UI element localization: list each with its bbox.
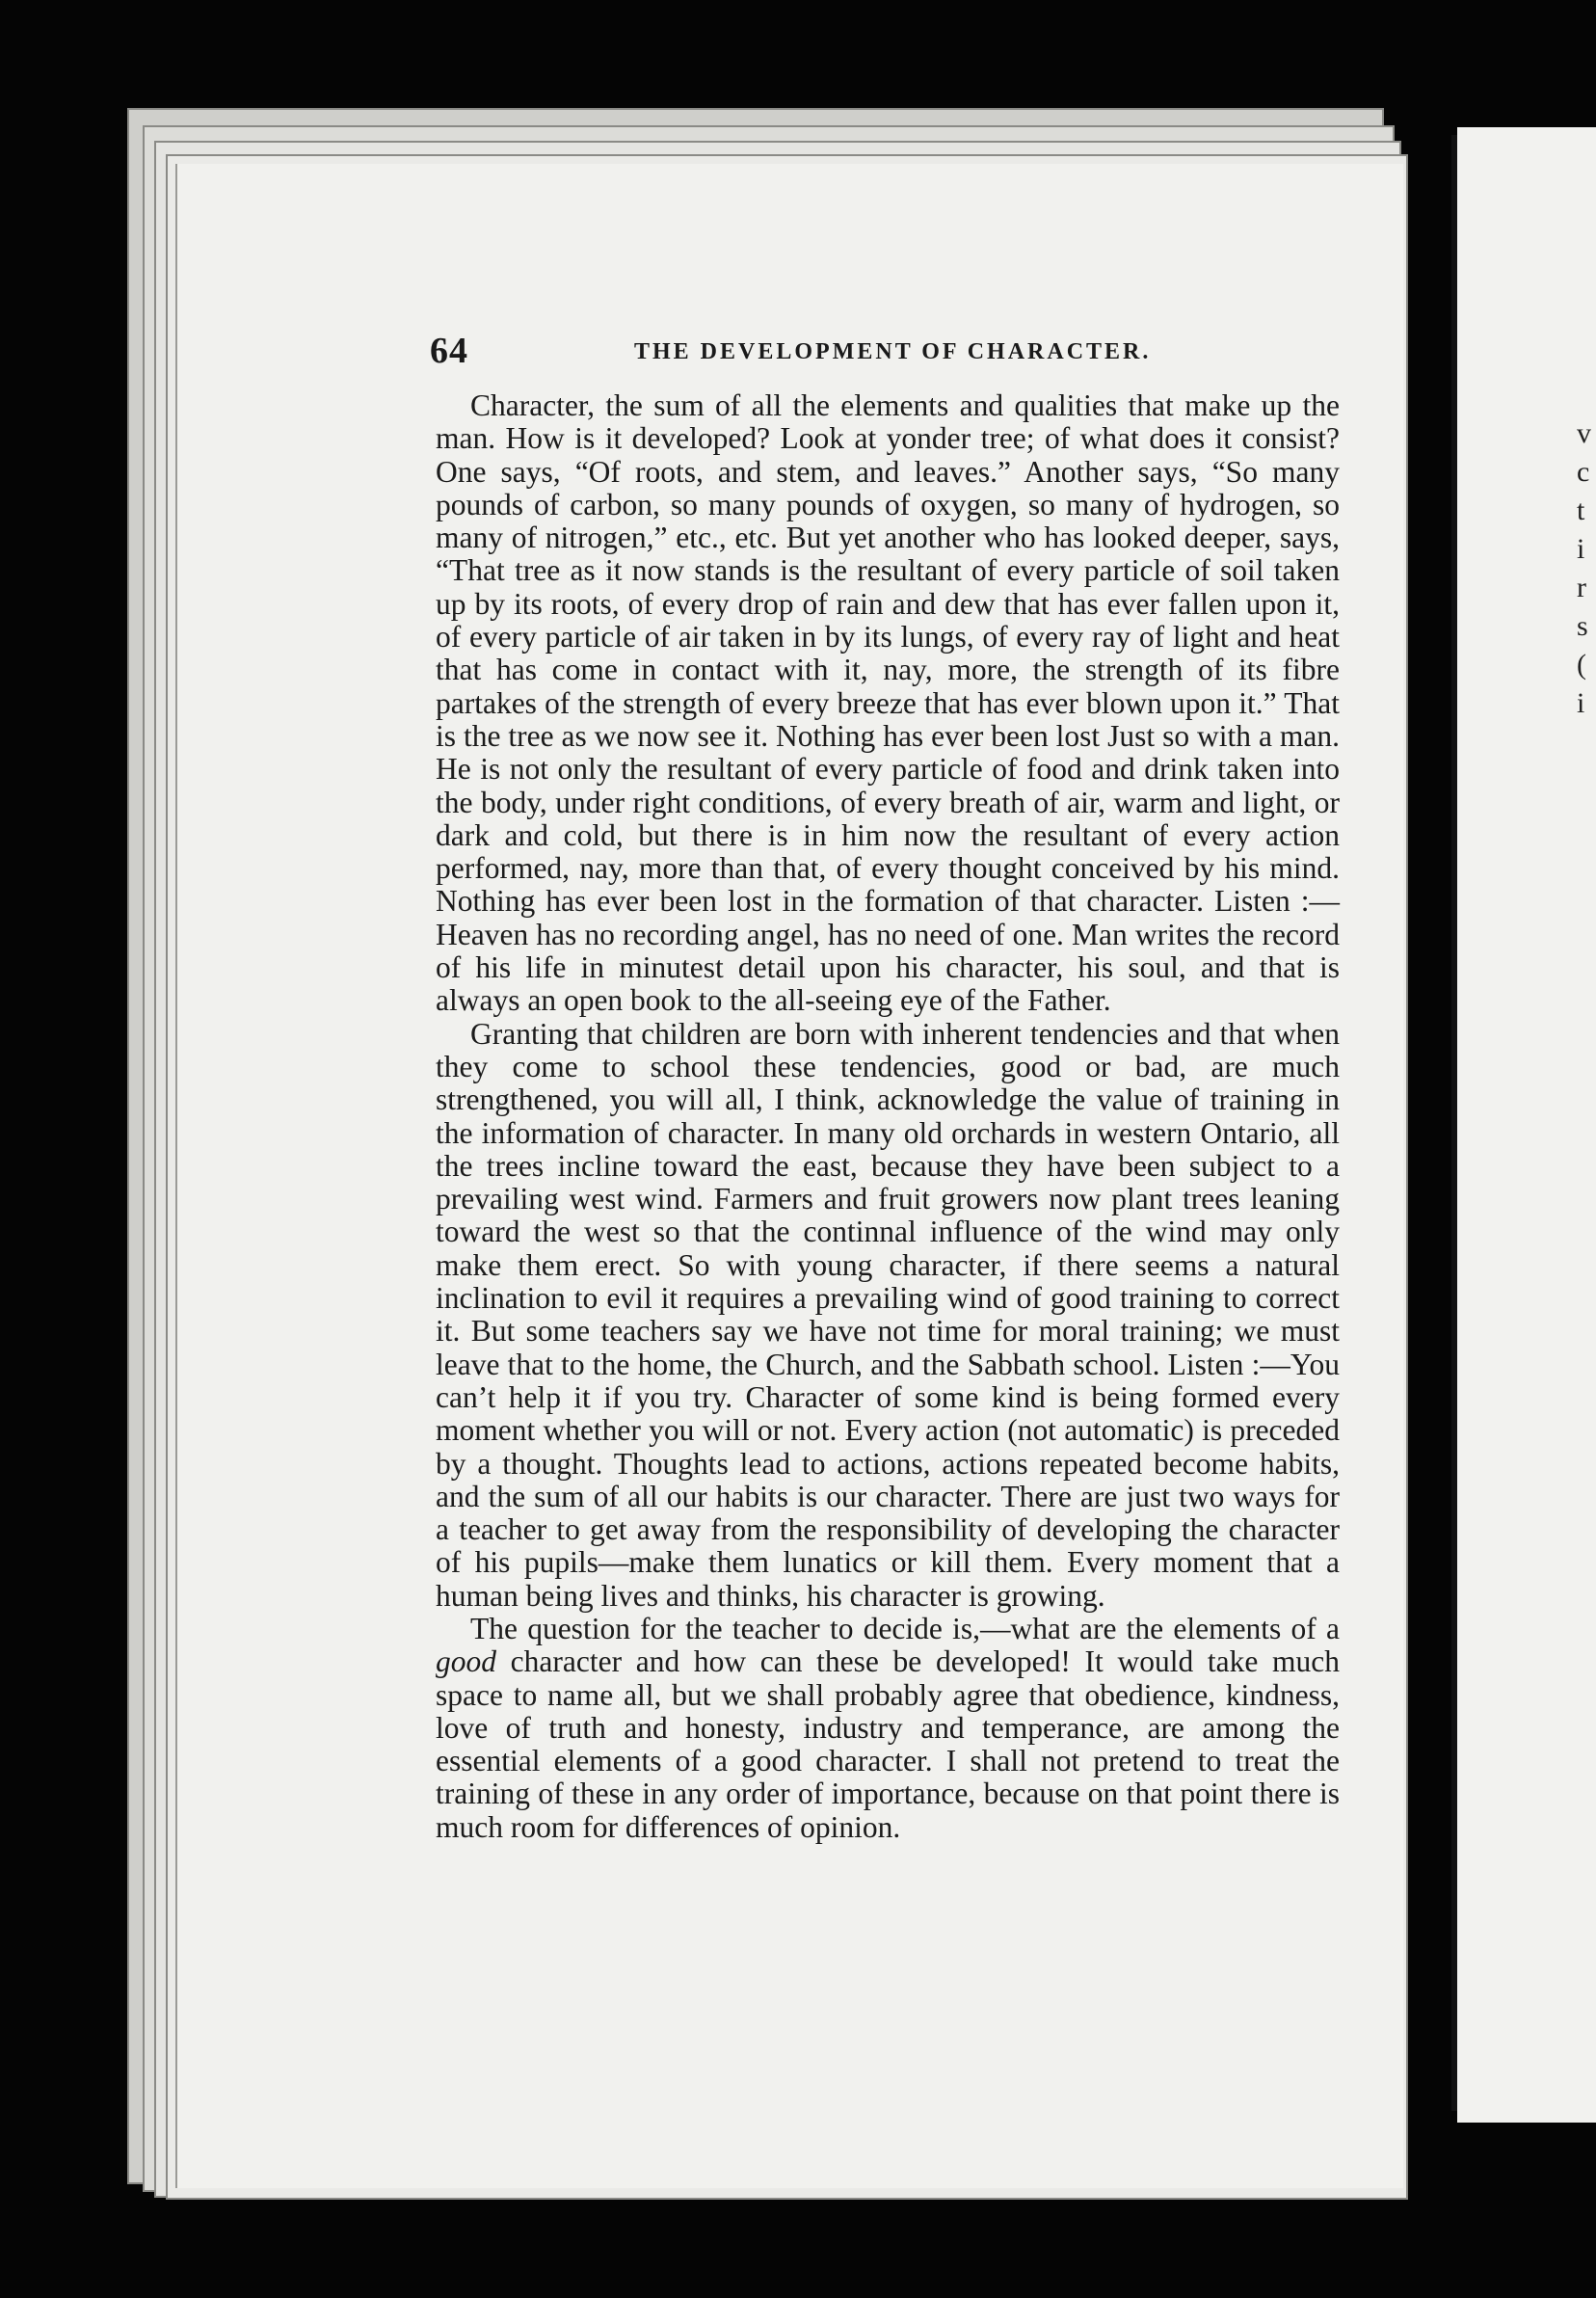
adjacent-page-margin-text: [1577, 414, 1596, 723]
margin-letter: i: [1577, 533, 1585, 565]
margin-letter: s: [1577, 610, 1588, 642]
adjacent-page: [1457, 127, 1596, 2123]
margin-letter: v: [1577, 417, 1591, 449]
body-text: [436, 389, 1340, 1844]
paragraph: Character, the sum of all the elements and qualities that make up the man. How is it developed? Look at yonder tree; of what does it consist? One says, “Of roots, and stem, and leaves.” Another says, “So many pounds of carbon, so many pounds of oxygen, so many of hydrogen, so many of nitrogen,” etc., etc. But yet another who has looked deeper, says, “That tree as it now stands is the resultant of every particle of soil taken up by its roots, of every drop of rain and dew that has ever fallen upon it, of every particle of air taken in by its lungs, of every ray of light and heat that has come in contact with it, nay, more, the strength of its fibre partakes of the strength of every breeze that has ever blown upon it.” That is the tree as we now see it. Nothing has ever been lost Just so with a man. He is not only the resultant of every particle of food and drink taken into the body, under right conditions, of every breath of air, warm and light, or dark and cold, but there is in him now the resultant of every action performed, nay, more than that, of every thought conceived by his mind. Nothing has ever been lost in the formation of that character. Listen :—Heaven has no recording angel, has no need of one. Man writes the record of his life in minutest detail upon his character, his soul, and that is always an open book to the all-seeing eye of the Father.: [436, 388, 1340, 1018]
margin-letter: (: [1577, 649, 1586, 681]
page-header: [430, 330, 1336, 372]
margin-letter: r: [1577, 572, 1586, 603]
running-head: THE DEVELOPMENT OF CHARACTER.: [634, 339, 1152, 364]
paragraph-text: The question for the teacher to decide is,—what are the elements of a: [470, 1611, 1340, 1645]
page-number: 64: [430, 331, 468, 371]
paragraph: Granting that children are born with inherent tendencies and that when they come to school these tendencies, good or bad, are much strengthened, you will all, I think, acknowledge the value of training in the information of character. In many old orchards in western Ontario, all the trees incline toward the east, because they have been subject to a prevailing west wind. Farmers and fruit growers now plant trees leaning toward the west so that the continnal influence of the wind may only make them erect. So with young character, if there seems a natural inclination to evil it requires a prevailing wind of good training to correct it. But some teachers say we have not time for moral training; we must leave that to the home, the Church, and the Sabbath school. Listen :—You can’t help it if you try. Character of some kind is being formed every moment whether you will or not. Every action (not automatic) is preceded by a thought. Thoughts lead to actions, actions repeated become habits, and the sum of all our habits is our character. There are just two ways for a teacher to get away from the responsibility of developing the character of his pupils—make them lunatics or kill them. Every moment that a human being lives and thinks, his character is growing.: [436, 1016, 1340, 1613]
margin-letter: c: [1577, 456, 1590, 488]
emphasis-text: good: [436, 1644, 496, 1679]
margin-letter: t: [1577, 494, 1585, 526]
paragraph: [436, 1613, 1340, 1844]
paragraph-text: character and how can these be developed! It would take much space to name all, but we shall probably agree that obedience, kindness, love of truth and honesty, industry and temperance, are among the essential elements of a good character. I shall not pretend to treat the training of these in any order of importance, because on that point there is much room for differences of opinion.: [436, 1644, 1340, 1844]
margin-letter: i: [1577, 687, 1585, 719]
